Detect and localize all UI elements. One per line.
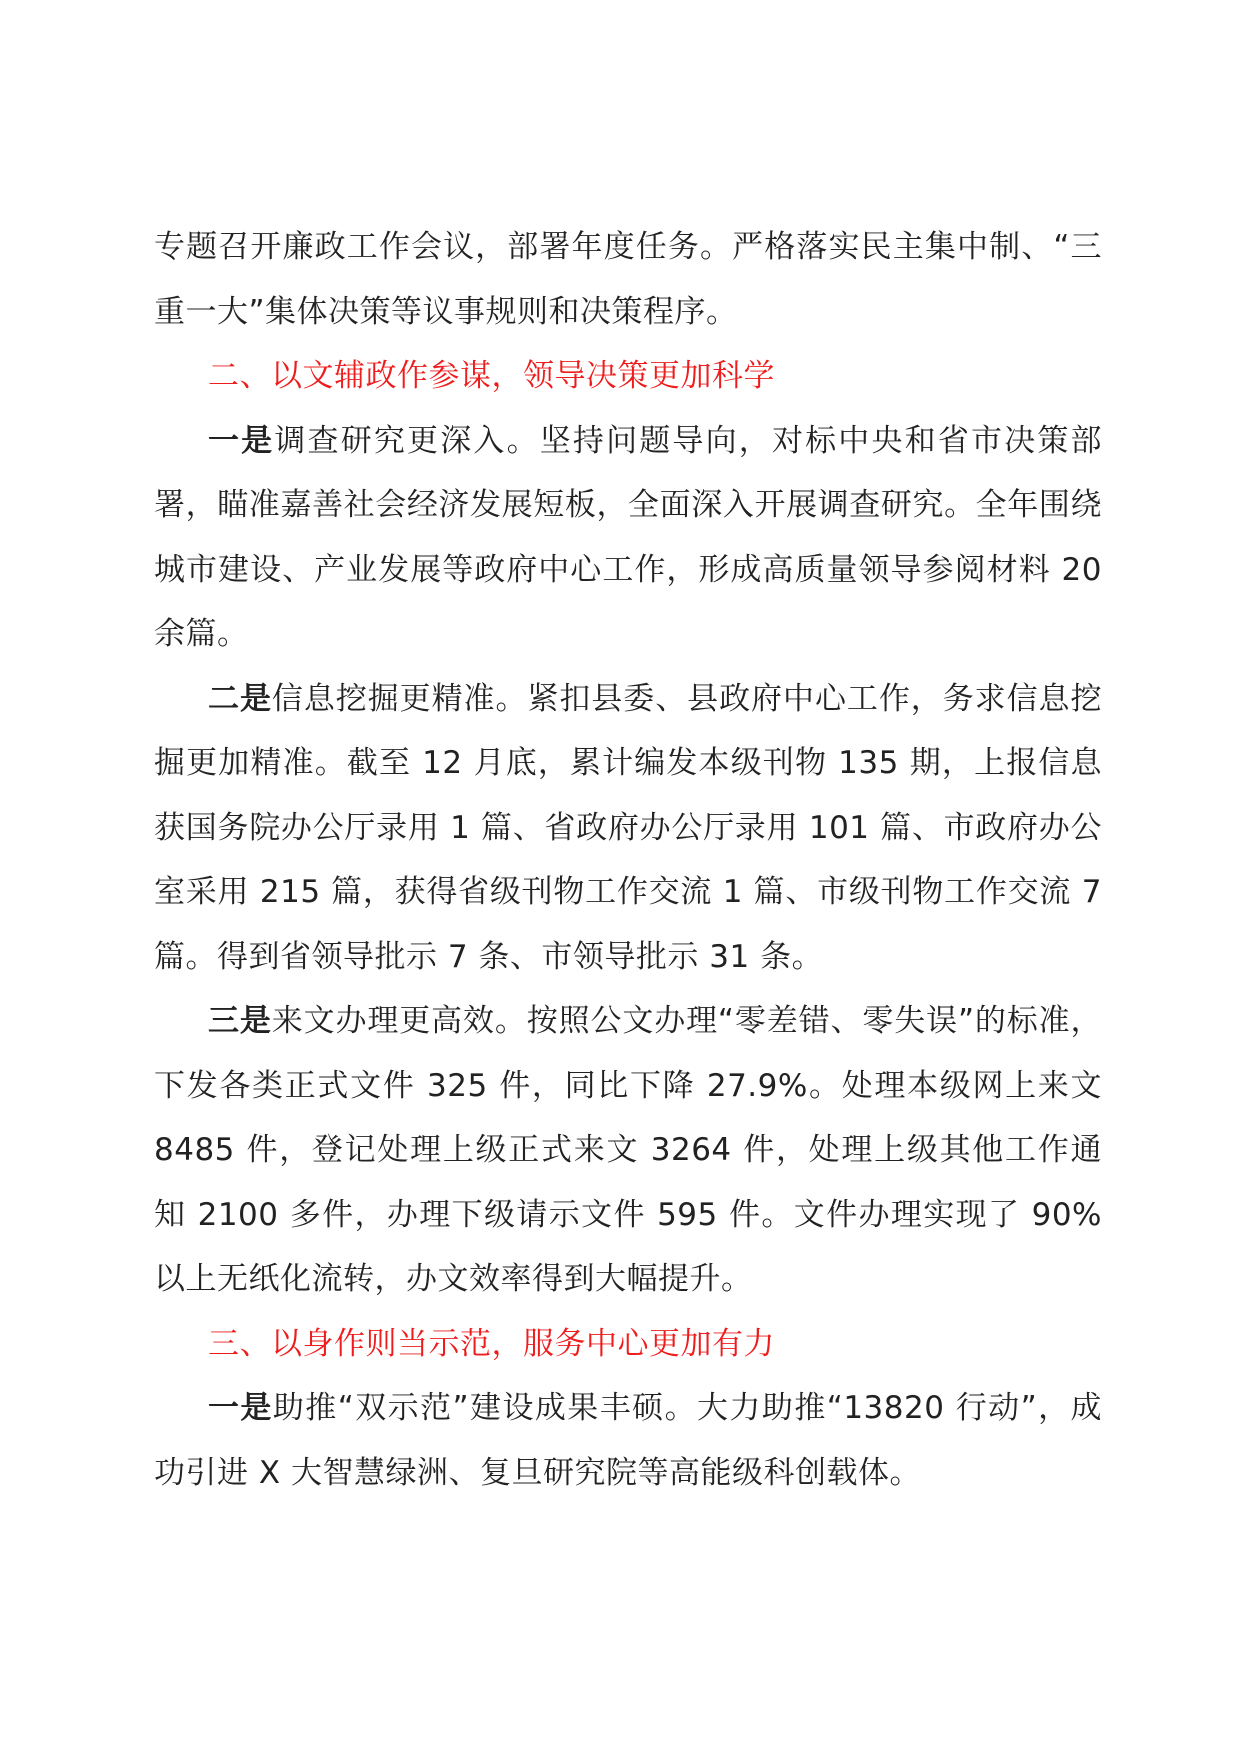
item-lead: 一是 bbox=[208, 1390, 273, 1426]
section-heading-3 bbox=[154, 1312, 1102, 1377]
item-lead: 二是 bbox=[208, 680, 272, 717]
paragraph-text: 信息挖掘更精准。紧扣县委、县政府中心工作，务求信息挖掘更加精准。截至 12 月底，累计编发本级刊物 135 期，上报信息获国务院办公厅录用 1 篇、省政府办公厅录用 101 篇、市政府办公室采用 215 篇，获得省级刊物工作交流 1 篇、市级刊物工作交流 7 篇。得到省领导批示 7 条、市领导批示 31 条。 bbox=[154, 680, 1102, 975]
heading-text: 二、以文辅政作参谋，领导决策更加科学 bbox=[208, 358, 775, 394]
paragraph-text: 来文办理更高效。按照公文办理“零差错、零失误”的标准，下发各类正式文件 325 件，同比下降 27.9%。处理本级网上来文 8485 件，登记处理上级正式来文 3264 件，处理上级其他工作通知 2100 多件，办理下级请示文件 595 件。文件办理实现了 90%以上无纸化流转，办文效率得到大幅提升。 bbox=[154, 1003, 1103, 1297]
paragraph-text: 调查研究更深入。坚持问题导向，对标中央和省市决策部署，瞄准嘉善社会经济发展短板，全面深入开展调查研究。全年围绕城市建设、产业发展等政府中心工作，形成高质量领导参阅材料 20 余篇。 bbox=[154, 422, 1103, 652]
paragraph-text: 助推“双示范”建设成果丰硕。大力助推“13820 行动”，成功引进 X 大智慧绿洲、复旦研究院等高能级科创载体。 bbox=[154, 1390, 1103, 1491]
item-paragraph-research bbox=[154, 409, 1102, 667]
heading-text: 三、以身作则当示范，服务中心更加有力 bbox=[208, 1325, 775, 1362]
item-paragraph-information bbox=[154, 667, 1102, 990]
item-paragraph-documents bbox=[154, 989, 1102, 1312]
item-lead: 三是 bbox=[208, 1003, 272, 1039]
item-paragraph-demonstration bbox=[154, 1376, 1102, 1505]
paragraph-text: 专题召开廉政工作会议，部署年度任务。严格落实民主集中制、“三重一大”集体决策等议事规则和决策程序。 bbox=[154, 229, 1102, 330]
item-lead: 一是 bbox=[208, 422, 275, 459]
section-heading-2 bbox=[154, 344, 1102, 409]
paragraph-continuation bbox=[154, 215, 1102, 344]
document-body bbox=[154, 215, 1102, 1505]
